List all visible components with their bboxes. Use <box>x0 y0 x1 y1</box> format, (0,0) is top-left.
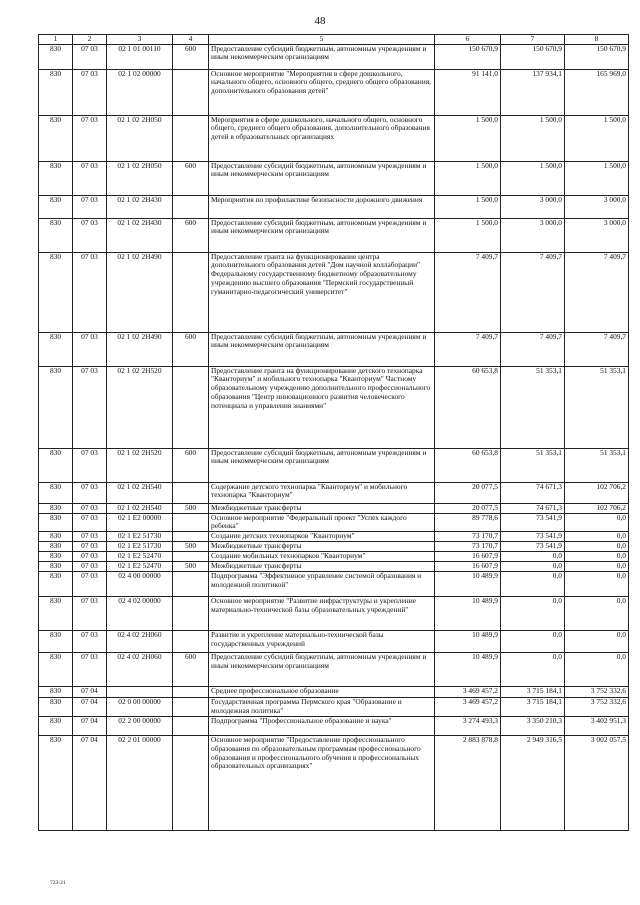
cell-c2: 07 03 <box>73 115 107 161</box>
cell-c8: 3 402 951,3 <box>565 717 629 736</box>
cell-c7: 7 409,7 <box>501 252 565 332</box>
cell-c6: 73 170,7 <box>435 532 501 542</box>
cell-c2: 07 03 <box>73 503 107 513</box>
cell-c4 <box>173 717 209 736</box>
cell-c1: 830 <box>39 562 73 572</box>
cell-c3: 02 2 00 00000 <box>107 717 173 736</box>
cell-c3 <box>107 687 173 698</box>
cell-c8: 150 670,9 <box>565 44 629 69</box>
cell-c8: 102 706,2 <box>565 503 629 513</box>
table-row <box>39 717 629 736</box>
budget-table <box>38 34 629 831</box>
cell-c4 <box>173 115 209 161</box>
table-row <box>39 562 629 572</box>
cell-c7: 74 671,3 <box>501 503 565 513</box>
cell-c1: 830 <box>39 44 73 69</box>
cell-c6: 10 489,9 <box>435 653 501 687</box>
cell-c4 <box>173 552 209 562</box>
cell-c8: 3 000,0 <box>565 195 629 218</box>
cell-c1: 830 <box>39 513 73 531</box>
cell-c2: 07 03 <box>73 366 107 448</box>
cell-c6: 150 670,9 <box>435 44 501 69</box>
cell-c6: 16 607,9 <box>435 552 501 562</box>
cell-c2: 07 03 <box>73 631 107 653</box>
cell-c8: 7 409,7 <box>565 252 629 332</box>
cell-c5: Основное мероприятие "Развитие инфраструктуры и укрепление материально-технической базы образовательных учреждений" <box>209 597 435 631</box>
cell-c5: Основное мероприятие "Предоставление профессионального образования по образовательным программам профессионального образования и профессионального обучения в профессиональных образовательных организациях" <box>209 736 435 831</box>
cell-c1: 830 <box>39 631 73 653</box>
cell-c6: 10 489,9 <box>435 631 501 653</box>
cell-c3: 02 1 Е2 52470 <box>107 562 173 572</box>
cell-c7: 3 715 184,1 <box>501 687 565 698</box>
cell-c7: 0,0 <box>501 572 565 597</box>
cell-c5: Предоставление субсидий бюджетным, автономным учреждениям и иным некоммерческим организациям <box>209 218 435 252</box>
cell-c1: 830 <box>39 542 73 552</box>
cell-c6: 20 077,5 <box>435 482 501 503</box>
cell-c7: 2 949 316,5 <box>501 736 565 831</box>
cell-c8: 0,0 <box>565 653 629 687</box>
column-header-3: 3 <box>107 35 173 45</box>
cell-c3: 02 1 Е2 51730 <box>107 542 173 552</box>
cell-c1: 830 <box>39 597 73 631</box>
cell-c3: 02 1 02 2Н050 <box>107 115 173 161</box>
column-header-6: 6 <box>435 35 501 45</box>
cell-c8: 51 353,1 <box>565 366 629 448</box>
cell-c8: 1 500,0 <box>565 115 629 161</box>
cell-c7: 73 541,9 <box>501 532 565 542</box>
cell-c7: 51 353,1 <box>501 448 565 482</box>
cell-c2: 07 03 <box>73 572 107 597</box>
cell-c7: 0,0 <box>501 597 565 631</box>
cell-c1: 830 <box>39 448 73 482</box>
cell-c4: 600 <box>173 448 209 482</box>
cell-c1: 830 <box>39 653 73 687</box>
cell-c8: 0,0 <box>565 631 629 653</box>
table-row <box>39 597 629 631</box>
table-row <box>39 332 629 366</box>
cell-c4: 600 <box>173 653 209 687</box>
cell-c3: 02 4 02 2Н060 <box>107 631 173 653</box>
table-row <box>39 482 629 503</box>
cell-c6: 60 653,8 <box>435 448 501 482</box>
table-row <box>39 44 629 69</box>
cell-c5: Среднее профессиональное образование <box>209 687 435 698</box>
cell-c4: 500 <box>173 503 209 513</box>
cell-c2: 07 03 <box>73 195 107 218</box>
cell-c7: 1 500,0 <box>501 161 565 195</box>
cell-c5: Предоставление субсидий бюджетным, автономным учреждениям и иным некоммерческим организациям <box>209 332 435 366</box>
cell-c5: Подпрограмма "Эффективное управление системой образования и молодежной политикой" <box>209 572 435 597</box>
cell-c4 <box>173 252 209 332</box>
cell-c2: 07 03 <box>73 552 107 562</box>
cell-c4: 500 <box>173 542 209 552</box>
cell-c5: Мероприятия в сфере дошкольного, начального общего, основного общего, среднего общего образования, дополнительного образования детей в образовательных организациях <box>209 115 435 161</box>
cell-c7: 1 500,0 <box>501 115 565 161</box>
cell-c4 <box>173 698 209 717</box>
cell-c5: Основное мероприятие "Федеральный проект "Успех каждого ребенка" <box>209 513 435 531</box>
cell-c5: Подпрограмма "Профессиональное образование и наука" <box>209 717 435 736</box>
cell-c1: 830 <box>39 532 73 542</box>
cell-c1: 830 <box>39 252 73 332</box>
cell-c2: 07 03 <box>73 44 107 69</box>
cell-c3: 02 1 02 2Н540 <box>107 482 173 503</box>
cell-c6: 91 141,0 <box>435 69 501 115</box>
cell-c1: 830 <box>39 503 73 513</box>
table-row <box>39 195 629 218</box>
table-row <box>39 572 629 597</box>
cell-c6: 1 500,0 <box>435 115 501 161</box>
cell-c1: 830 <box>39 572 73 597</box>
header-row <box>39 35 629 45</box>
table-row <box>39 513 629 531</box>
cell-c6: 2 883 878,8 <box>435 736 501 831</box>
cell-c3: 02 1 Е2 52470 <box>107 552 173 562</box>
cell-c1: 830 <box>39 218 73 252</box>
cell-c3: 02 1 Е2 00000 <box>107 513 173 531</box>
cell-c5: Создание детских технопарков "Кванториум" <box>209 532 435 542</box>
cell-c2: 07 03 <box>73 562 107 572</box>
cell-c6: 3 274 493,3 <box>435 717 501 736</box>
cell-c7: 3 000,0 <box>501 195 565 218</box>
cell-c2: 07 04 <box>73 736 107 831</box>
cell-c3: 02 1 02 00000 <box>107 69 173 115</box>
table-row <box>39 69 629 115</box>
cell-c1: 830 <box>39 482 73 503</box>
column-header-8: 8 <box>565 35 629 45</box>
column-header-1: 1 <box>39 35 73 45</box>
table-row <box>39 115 629 161</box>
column-header-5: 5 <box>209 35 435 45</box>
cell-c8: 1 500,0 <box>565 161 629 195</box>
cell-c6: 1 500,0 <box>435 161 501 195</box>
cell-c7: 0,0 <box>501 562 565 572</box>
cell-c4 <box>173 482 209 503</box>
table-row <box>39 252 629 332</box>
cell-c1: 830 <box>39 552 73 562</box>
cell-c1: 830 <box>39 115 73 161</box>
cell-c5: Межбюджетные трансферты <box>209 542 435 552</box>
cell-c1: 830 <box>39 332 73 366</box>
column-header-2: 2 <box>73 35 107 45</box>
cell-c2: 07 03 <box>73 542 107 552</box>
cell-c8: 3 002 057,5 <box>565 736 629 831</box>
cell-c3: 02 4 02 00000 <box>107 597 173 631</box>
cell-c5: Предоставление субсидий бюджетным, автономным учреждениям и иным некоммерческим организациям <box>209 653 435 687</box>
cell-c6: 60 653,8 <box>435 366 501 448</box>
cell-c2: 07 03 <box>73 597 107 631</box>
cell-c8: 0,0 <box>565 552 629 562</box>
cell-c4 <box>173 687 209 698</box>
cell-c6: 73 170,7 <box>435 542 501 552</box>
cell-c7: 73 541,9 <box>501 542 565 552</box>
table-row <box>39 161 629 195</box>
cell-c2: 07 03 <box>73 482 107 503</box>
cell-c7: 51 353,1 <box>501 366 565 448</box>
cell-c6: 7 409,7 <box>435 332 501 366</box>
table-header <box>39 35 629 45</box>
cell-c8: 3 752 332,6 <box>565 698 629 717</box>
cell-c7: 3 715 184,1 <box>501 698 565 717</box>
cell-c2: 07 03 <box>73 161 107 195</box>
cell-c6: 1 500,0 <box>435 218 501 252</box>
cell-c2: 07 03 <box>73 513 107 531</box>
table-row <box>39 698 629 717</box>
cell-c7: 73 541,9 <box>501 513 565 531</box>
cell-c4: 600 <box>173 161 209 195</box>
cell-c4 <box>173 572 209 597</box>
cell-c6: 16 607,9 <box>435 562 501 572</box>
cell-c5: Межбюджетные трансферты <box>209 562 435 572</box>
cell-c4: 500 <box>173 562 209 572</box>
cell-c5: Межбюджетные трансферты <box>209 503 435 513</box>
cell-c1: 830 <box>39 736 73 831</box>
cell-c4 <box>173 631 209 653</box>
column-header-4: 4 <box>173 35 209 45</box>
cell-c5: Мероприятия по профилактике безопасности дорожного движения <box>209 195 435 218</box>
table-row <box>39 552 629 562</box>
table-row <box>39 503 629 513</box>
cell-c3: 02 1 02 2Н050 <box>107 161 173 195</box>
cell-c6: 3 469 457,2 <box>435 698 501 717</box>
cell-c4 <box>173 366 209 448</box>
cell-c2: 07 03 <box>73 218 107 252</box>
cell-c1: 830 <box>39 366 73 448</box>
cell-c2: 07 03 <box>73 69 107 115</box>
cell-c2: 07 03 <box>73 332 107 366</box>
footer-code: 723-21 <box>50 880 66 886</box>
cell-c7: 0,0 <box>501 552 565 562</box>
cell-c1: 830 <box>39 161 73 195</box>
cell-c8: 0,0 <box>565 532 629 542</box>
cell-c7: 7 409,7 <box>501 332 565 366</box>
cell-c8: 3 752 332,6 <box>565 687 629 698</box>
cell-c5: Предоставление субсидий бюджетным, автономным учреждениям и иным некоммерческим организациям <box>209 44 435 69</box>
cell-c8: 102 706,2 <box>565 482 629 503</box>
cell-c8: 0,0 <box>565 513 629 531</box>
cell-c5: Основное мероприятие "Мероприятия в сфере дошкольного, начального общего, основного общего, среднего общего образования, дополнительного образования детей" <box>209 69 435 115</box>
cell-c3: 02 1 Е2 51730 <box>107 532 173 542</box>
cell-c5: Содержание детского технопарка "Кванториум" и мобильного технопарка "Кванториум" <box>209 482 435 503</box>
cell-c3: 02 4 02 2Н060 <box>107 653 173 687</box>
table-row <box>39 218 629 252</box>
cell-c4 <box>173 532 209 542</box>
cell-c8: 3 000,0 <box>565 218 629 252</box>
table-body <box>39 44 629 830</box>
cell-c6: 20 077,5 <box>435 503 501 513</box>
cell-c4 <box>173 69 209 115</box>
cell-c6: 7 409,7 <box>435 252 501 332</box>
cell-c8: 165 969,0 <box>565 69 629 115</box>
cell-c2: 07 03 <box>73 532 107 542</box>
cell-c8: 51 353,1 <box>565 448 629 482</box>
cell-c3: 02 2 01 00000 <box>107 736 173 831</box>
cell-c6: 1 500,0 <box>435 195 501 218</box>
cell-c8: 0,0 <box>565 542 629 552</box>
cell-c6: 3 469 457,2 <box>435 687 501 698</box>
cell-c5: Развитие и укрепление материально-технической базы государственных учреждений <box>209 631 435 653</box>
table-row <box>39 631 629 653</box>
cell-c6: 10 489,9 <box>435 572 501 597</box>
cell-c3: 02 1 02 2Н520 <box>107 448 173 482</box>
cell-c3: 02 0 00 00000 <box>107 698 173 717</box>
cell-c5: Предоставление субсидий бюджетным, автономным учреждениям и иным некоммерческим организациям <box>209 448 435 482</box>
cell-c4: 600 <box>173 332 209 366</box>
cell-c3: 02 1 02 2Н520 <box>107 366 173 448</box>
cell-c3: 02 1 01 00110 <box>107 44 173 69</box>
cell-c8: 0,0 <box>565 597 629 631</box>
cell-c3: 02 1 02 2Н430 <box>107 195 173 218</box>
cell-c7: 3 000,0 <box>501 218 565 252</box>
cell-c7: 0,0 <box>501 631 565 653</box>
cell-c8: 0,0 <box>565 562 629 572</box>
cell-c2: 07 03 <box>73 252 107 332</box>
table-row <box>39 532 629 542</box>
cell-c1: 830 <box>39 69 73 115</box>
cell-c5: Государственная программа Пермского края "Образование и молодежная политика" <box>209 698 435 717</box>
cell-c2: 07 04 <box>73 717 107 736</box>
cell-c4: 600 <box>173 44 209 69</box>
table-row <box>39 542 629 552</box>
cell-c4 <box>173 736 209 831</box>
cell-c1: 830 <box>39 687 73 698</box>
column-header-7: 7 <box>501 35 565 45</box>
table-row <box>39 366 629 448</box>
cell-c7: 3 350 210,3 <box>501 717 565 736</box>
cell-c1: 830 <box>39 717 73 736</box>
cell-c5: Создание мобильных технопарков "Кванториум" <box>209 552 435 562</box>
cell-c3: 02 1 02 2Н540 <box>107 503 173 513</box>
cell-c6: 89 778,6 <box>435 513 501 531</box>
cell-c8: 7 409,7 <box>565 332 629 366</box>
cell-c5: Предоставление гранта на функционирование центра дополнительного образования детей "Дом научной коллаборации" Федеральному государственному бюджетному образовательному учреждению высшего образования "Пермский государственный гуманитарно-педагогический университет" <box>209 252 435 332</box>
table-row <box>39 653 629 687</box>
cell-c2: 07 03 <box>73 653 107 687</box>
cell-c6: 10 489,9 <box>435 597 501 631</box>
table-row <box>39 687 629 698</box>
cell-c3: 02 1 02 2Н430 <box>107 218 173 252</box>
cell-c5: Предоставление гранта на функционирование детского технопарка "Кванториум" и мобильного технопарка "Кванториум" Частному образовательному учреждению дополнительного профессионального образования "Центр инновационного развития человеческого потенциала и управления знаниями" <box>209 366 435 448</box>
cell-c4 <box>173 597 209 631</box>
cell-c7: 150 670,9 <box>501 44 565 69</box>
cell-c7: 0,0 <box>501 653 565 687</box>
cell-c3: 02 1 02 2Н490 <box>107 252 173 332</box>
cell-c4: 600 <box>173 218 209 252</box>
cell-c2: 07 03 <box>73 448 107 482</box>
cell-c1: 830 <box>39 698 73 717</box>
cell-c5: Предоставление субсидий бюджетным, автономным учреждениям и иным некоммерческим организациям <box>209 161 435 195</box>
cell-c4 <box>173 513 209 531</box>
table-row <box>39 736 629 831</box>
cell-c4 <box>173 195 209 218</box>
table-row <box>39 448 629 482</box>
cell-c2: 07 04 <box>73 698 107 717</box>
cell-c3: 02 1 02 2Н490 <box>107 332 173 366</box>
cell-c1: 830 <box>39 195 73 218</box>
cell-c7: 137 934,1 <box>501 69 565 115</box>
cell-c8: 0,0 <box>565 572 629 597</box>
cell-c7: 74 671,3 <box>501 482 565 503</box>
page-number: 48 <box>314 15 326 27</box>
cell-c3: 02 4 00 00000 <box>107 572 173 597</box>
cell-c2: 07 04 <box>73 687 107 698</box>
